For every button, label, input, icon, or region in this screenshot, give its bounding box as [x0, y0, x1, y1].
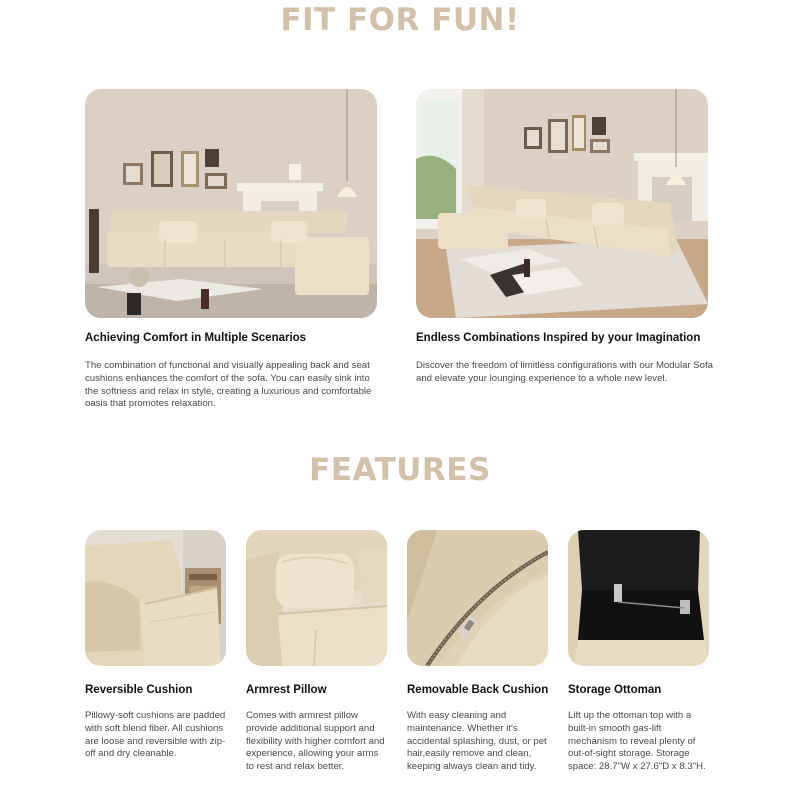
scenario-title: Endless Combinations Inspired by your Imagination: [416, 332, 701, 344]
scenario-body: The combination of functional and visually appealing back and seat cushions enhances the comfort of the sofa. You can easily sink into the softness and relax in style, creating a luxurious and comfortable oasis that promotes relaxation.: [85, 360, 372, 410]
feature-title: Armrest Pillow: [246, 684, 327, 696]
reversible-cushion-photo: [85, 530, 226, 666]
feature-title: Reversible Cushion: [85, 684, 193, 696]
features-heading: FEATURES: [309, 452, 491, 488]
zipper-cushion-photo: [407, 530, 548, 666]
feature-body: Comes with armrest pillow provide additional support and flexibility with higher comfort and experience, allowing your arms to rest and relax better.: [246, 710, 385, 773]
feature-body: Lift up the ottoman top with a built-in smooth gas-lift mechanism to reveal plenty of out-of-sight storage. Storage space: 28.7"W x 27.6"D x 8.3"H.: [568, 710, 706, 773]
modular-sofa-photo: [416, 89, 708, 318]
scenario-title: Achieving Comfort in Multiple Scenarios: [85, 332, 307, 344]
storage-ottoman-photo: [568, 530, 709, 666]
armrest-pillow-photo: [246, 530, 387, 666]
fit-for-fun-heading: FIT FOR FUN!: [280, 2, 520, 38]
feature-title: Removable Back Cushion: [407, 684, 549, 696]
feature-title: Storage Ottoman: [568, 684, 662, 696]
scenario-body: Discover the freedom of limitless configurations with our Modular Sofa and elevate your lounging experience to a whole new level.: [416, 360, 714, 384]
living-room-sofa-photo: [85, 89, 377, 318]
feature-body: Pillowy-soft cushions are padded with soft blend fiber. All cushions are loose and reversible with zip-off and dry cleanable.: [85, 710, 226, 760]
feature-body: With easy cleaning and maintenance. Whether it's accidental splashing, dust, or pet hair,easily remove and clean, keeping always clean and tidy.: [407, 710, 547, 773]
